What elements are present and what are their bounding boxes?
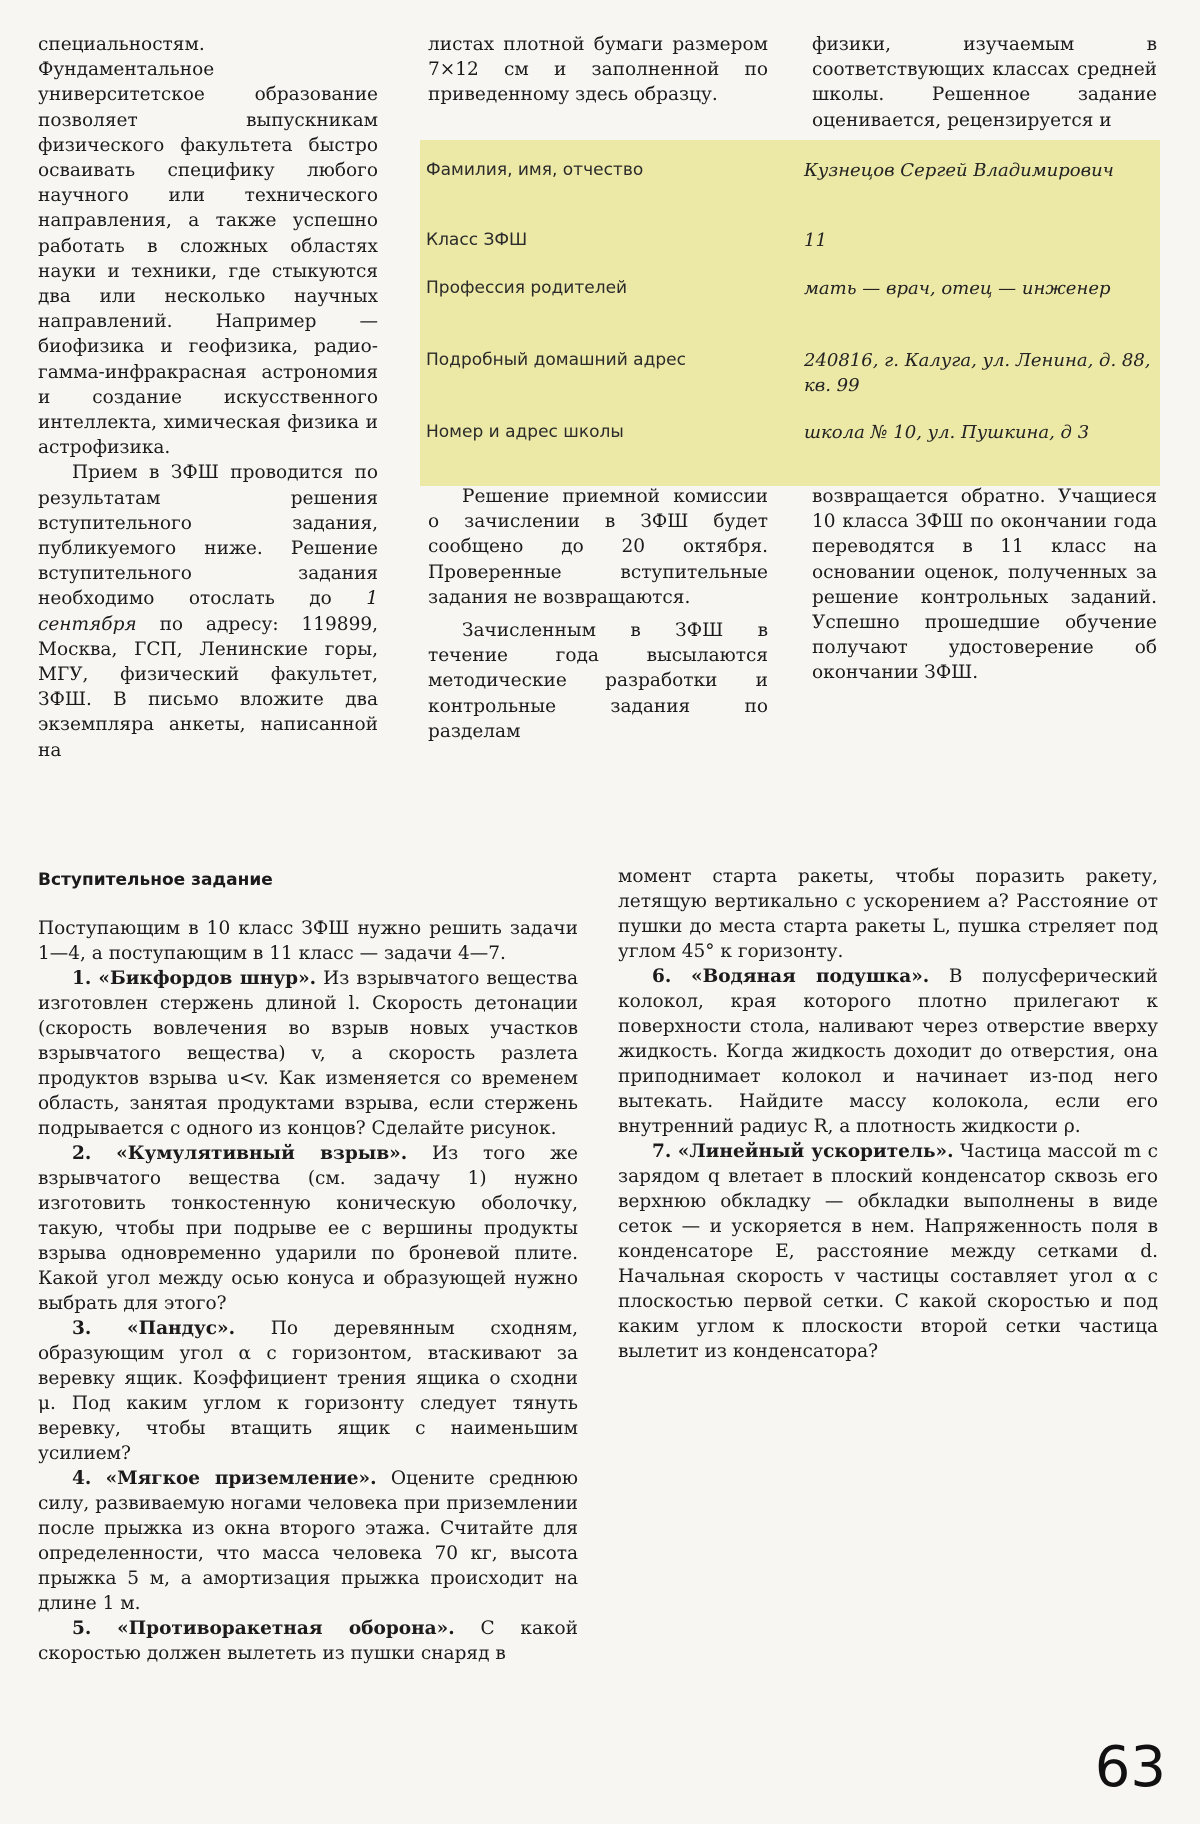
paragraph: возвращается обратно. Учащиеся 10 класса ЗФШ по окончании года переводятся в 11 класс на основании оценок, полученных за решение контрольных заданий. Успешно прошедшие обучение получают удостоверение об окончании ЗФШ. bbox=[812, 486, 1157, 684]
paragraph bbox=[38, 460, 378, 762]
task-number: 7. bbox=[652, 1141, 672, 1162]
page-number: 63 bbox=[1094, 1735, 1166, 1800]
application-form-sample bbox=[420, 140, 1160, 486]
task-number: 4. bbox=[72, 1468, 92, 1489]
form-value: 240816, г. Калуга, ул. Ленина, д. 88, кв. 99 bbox=[804, 350, 1151, 396]
deadline-date: 1 сентября bbox=[38, 588, 378, 635]
task-number: 6. bbox=[652, 966, 672, 987]
task-3 bbox=[38, 1316, 578, 1466]
paragraph: Решение приемной комиссии о зачислении в ЗФШ будет сообщено до 20 октября. Проверенные вступительные задания не возвращаются. bbox=[428, 486, 768, 608]
paragraph: специальностям. Фундаментальное университетское образование позволяет выпускникам физического факультета быстро осваивать специфику любого научного или технического направления, а также успешно работать в сложных областях науки и техники, где стыкуются два или несколько научных направлений. Например — биофизика и геофизика, радио-гамма-инфракрасная астрономия и создание искусственного интеллекта, химическая физика и астрофизика. bbox=[38, 34, 378, 459]
task-title: «Кумулятивный взрыв». bbox=[116, 1143, 408, 1164]
section-intro: Поступающим в 10 класс ЗФШ нужно решить задачи 1—4, а поступающим в 11 класс — задачи 4—7. bbox=[38, 918, 578, 964]
tasks-column-left bbox=[38, 916, 578, 1666]
form-value: 11 bbox=[804, 230, 827, 251]
task-2 bbox=[38, 1141, 578, 1316]
paragraph: Зачисленным в ЗФШ в течение года высылаются методические разработки и контрольные задания по разделам bbox=[428, 620, 768, 742]
form-value: школа № 10, ул. Пушкина, д 3 bbox=[804, 422, 1090, 443]
task-5-continued: момент старта ракеты, чтобы поразить ракету, летящую вертикально с ускорением a? Расстояние от пушки до места старта ракеты L, пушка стреляет под углом 45° к горизонту. bbox=[618, 866, 1158, 962]
task-text: В полусферический колокол, края которого плотно прилегают к поверхности стола, наливают через отверстие вверху жидкость. Когда жидкость доходит до отверстия, она приподнимает колокол и начинает из-под него вытекать. Найдите массу колокола, если его внутренний радиус R, а плотность жидкости ρ. bbox=[618, 966, 1158, 1137]
task-text: Из того же взрывчатого вещества (см. задачу 1) нужно изготовить тонкостенную коническую оболочку, такую, чтобы при подрыве ее с вершины продукты взрыва одновременно ударили по броневой плите. Какой угол между осью конуса и образующей нужно выбрать для этого? bbox=[38, 1143, 578, 1314]
task-text: С какой скоростью должен вылететь из пушки снаряд в bbox=[38, 1618, 578, 1664]
top-column-3-lower bbox=[812, 484, 1157, 686]
task-text: Частица массой m с зарядом q влетает в плоский конденсатор сквозь его верхнюю обкладку — обкладки выполнены в виде сеток — и ускоряется в нем. Напряженность поля в конденсаторе E, расстояние между сетками d. Начальная скорость v частицы составляет угол α с плоскостью первой сетки. С какой скоростью и под каким углом к плоскости второй сетки частица вылетит из конденсатора? bbox=[618, 1141, 1158, 1362]
paragraph: физики, изучаемым в соответствующих классах средней школы. Решенное задание оценивается, рецензируется и bbox=[812, 34, 1157, 131]
task-1 bbox=[38, 966, 578, 1141]
tasks-column-right bbox=[618, 864, 1158, 1364]
text-run: Прием в ЗФШ проводится по результатам решения вступительного задания, публикуемого ниже. Решение вступительного задания необходимо отослать до bbox=[38, 462, 378, 610]
task-text: Оцените среднюю силу, развиваемую ногами человека при приземлении после прыжка из окна второго этажа. Считайте для определенности, что масса человека 70 кг, высота прыжка 5 м, а амортизация прыжка происходит на длине 1 м. bbox=[38, 1468, 578, 1614]
top-column-2-upper bbox=[428, 32, 768, 108]
text-run: по адресу: 119899, Москва, ГСП, Ленинские горы, МГУ, физический факультет, ЗФШ. В письмо вложите два экземпляра анкеты, написанной на bbox=[38, 613, 378, 761]
task-title: «Мягкое приземление». bbox=[105, 1468, 377, 1489]
task-number: 2. bbox=[72, 1143, 92, 1164]
form-label: Профессия родителей bbox=[426, 278, 628, 298]
form-label: Класс ЗФШ bbox=[426, 230, 528, 250]
top-column-1 bbox=[38, 32, 378, 763]
task-title: «Водяная подушка». bbox=[691, 966, 930, 987]
task-text: Из взрывчатого вещества изготовлен стержень длиной l. Скорость детонации (скорость вовлечения во взрыв новых участков взрывчатого вещества) v, а скорость разлета продуктов взрыва u<v. Как изменяется со временем область, занятая продуктами взрыва, если стержень подрывается с одного из концов? Сделайте рисунок. bbox=[38, 968, 578, 1139]
task-title: «Пандус». bbox=[127, 1318, 236, 1339]
form-value: мать — врач, отец — инженер bbox=[804, 278, 1111, 299]
form-value: Кузнецов Сергей Владимирович bbox=[804, 160, 1114, 181]
form-label: Фамилия, имя, отчество bbox=[426, 160, 644, 180]
task-number: 5. bbox=[72, 1618, 92, 1639]
top-column-2-lower bbox=[428, 484, 768, 744]
task-text: По деревянным сходням, образующим угол α с горизонтом, втаскивают за веревку ящик. Коэффициент трения ящика о сходни μ. Под каким углом к горизонту следует тянуть веревку, чтобы втащить ящик с наименьшим усилием? bbox=[38, 1318, 578, 1464]
task-number: 1. bbox=[72, 968, 92, 989]
task-7 bbox=[618, 1139, 1158, 1364]
task-title: «Линейный ускоритель». bbox=[677, 1141, 954, 1162]
paragraph: листах плотной бумаги размером 7×12 см и заполненной по приведенному здесь образцу. bbox=[428, 34, 768, 106]
form-label: Подробный домашний адрес bbox=[426, 350, 686, 370]
task-4 bbox=[38, 1466, 578, 1616]
task-number: 3. bbox=[72, 1318, 92, 1339]
top-column-3-upper bbox=[812, 32, 1157, 133]
task-title: «Бикфордов шнур». bbox=[98, 968, 317, 989]
task-5 bbox=[38, 1616, 578, 1666]
task-6 bbox=[618, 964, 1158, 1139]
section-heading: Вступительное задание bbox=[38, 870, 273, 890]
task-title: «Противоракетная оборона». bbox=[117, 1618, 455, 1639]
form-label: Номер и адрес школы bbox=[426, 422, 624, 442]
